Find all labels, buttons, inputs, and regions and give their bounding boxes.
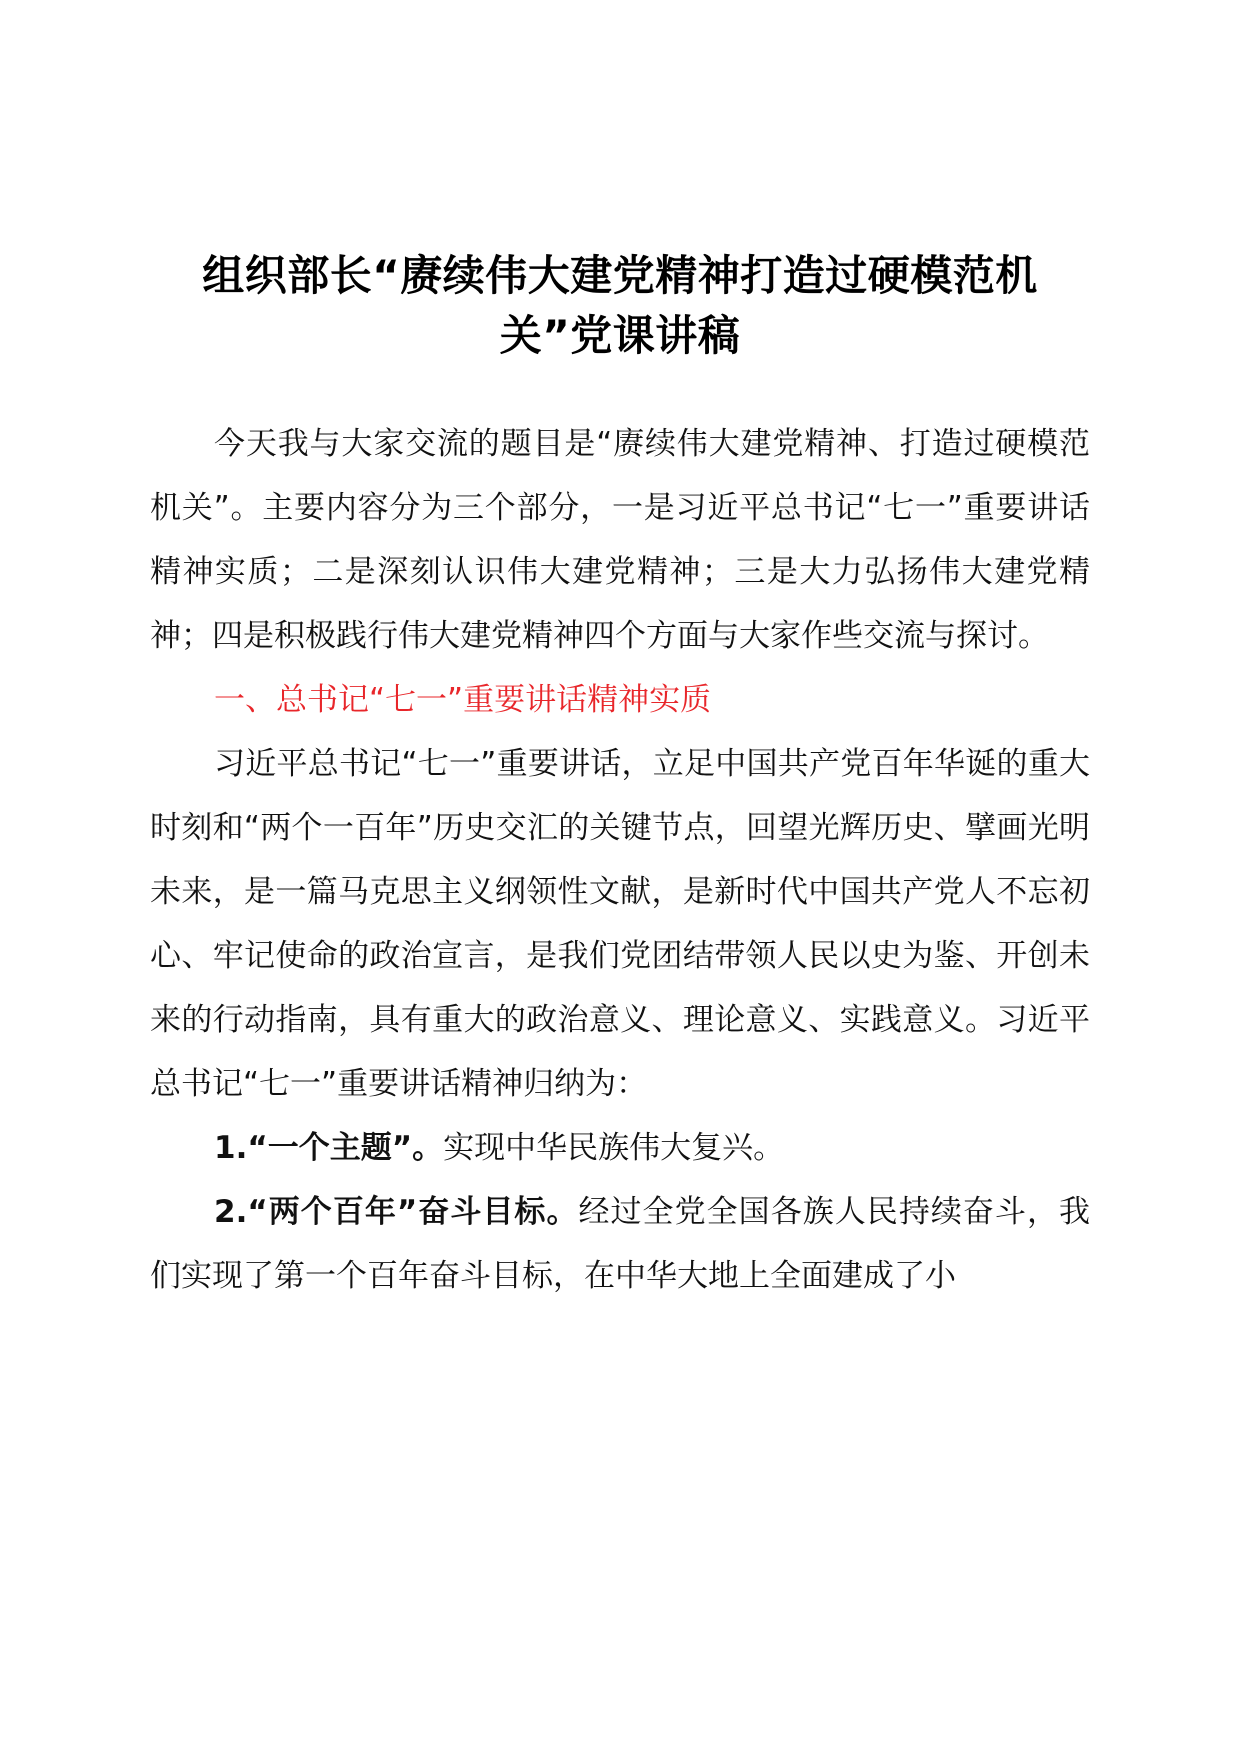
list-item	[150, 1180, 1090, 1308]
section-paragraph: 习近平总书记“七一”重要讲话，立足中国共产党百年华诞的重大时刻和“两个一百年”历史交汇的关键节点，回望光辉历史、擘画光明未来，是一篇马克思主义纲领性文献，是新时代中国共产党人不忘初心、牢记使命的政治宣言，是我们党团结带领人民以史为鉴、开创未来的行动指南，具有重大的政治意义、理论意义、实践意义。习近平总书记“七一”重要讲话精神归纳为：	[150, 746, 1090, 1102]
document-body	[150, 412, 1090, 1308]
list-item-lead: 1.“一个主题”。	[214, 1130, 444, 1166]
list-item-text: 经过全党全国各族人民持续奋斗，我们实现了第一个百年奋斗目标，在中华大地上全面建成了小	[150, 1194, 1091, 1294]
list-item	[150, 1116, 1090, 1180]
section-heading: 一、总书记“七一”重要讲话精神实质	[214, 682, 712, 718]
list-item-text: 实现中华民族伟大复兴。	[443, 1130, 785, 1166]
list-item-lead: 2.“两个百年”奋斗目标。	[214, 1194, 579, 1230]
intro-paragraph: 今天我与大家交流的题目是“赓续伟大建党精神、打造过硬模范机关”。主要内容分为三个部分，一是习近平总书记“七一”重要讲话精神实质；二是深刻认识伟大建党精神；三是大力弘扬伟大建党精神；四是积极践行伟大建党精神四个方面与大家作些交流与探讨。	[150, 426, 1090, 654]
document-title: 组织部长“赓续伟大建党精神打造过硬模范机关”党课讲稿	[202, 251, 1038, 360]
